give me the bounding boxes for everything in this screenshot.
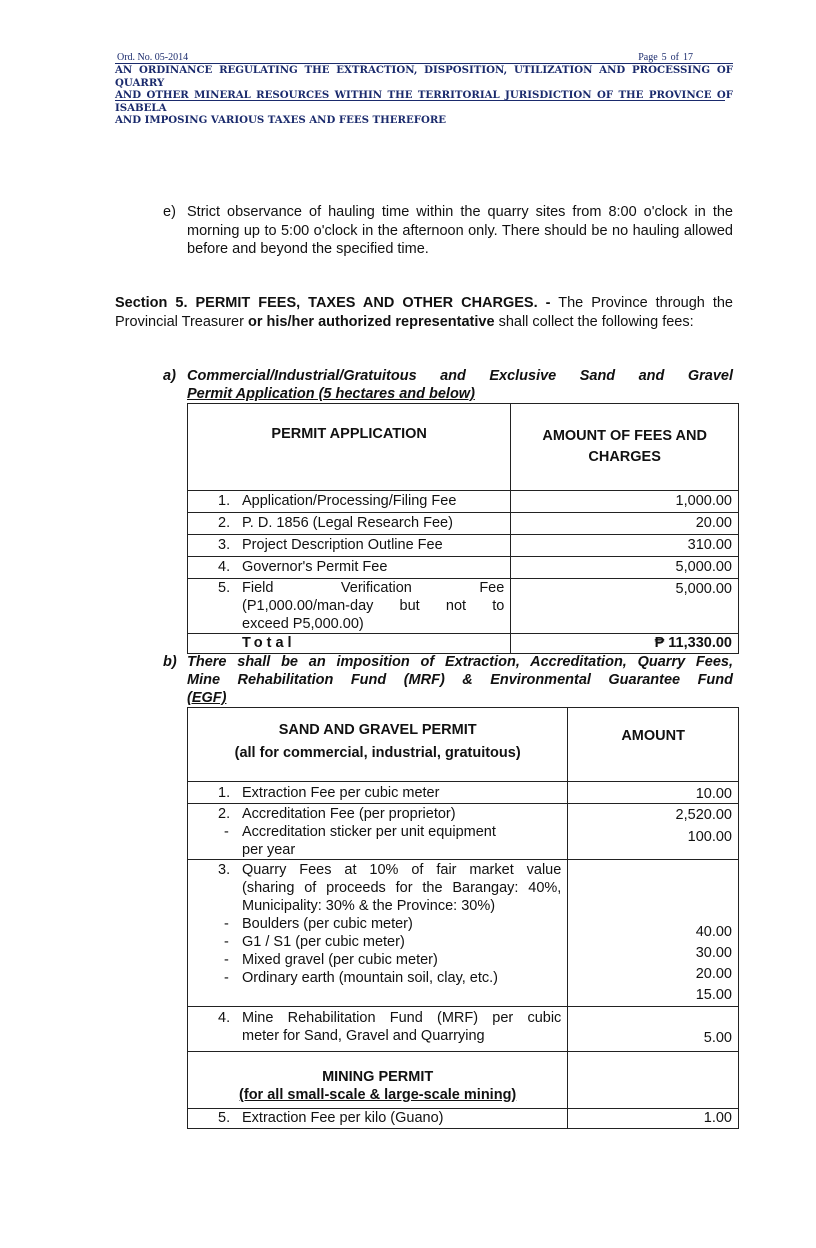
row-amount: 5.00	[568, 1007, 739, 1052]
row-label-cell	[188, 804, 568, 860]
row-amount: 1,000.00	[511, 491, 739, 513]
header-rule-bottom	[115, 100, 725, 101]
sub-item-text: Mixed gravel (per cubic meter)	[242, 952, 438, 968]
sub-item	[194, 823, 561, 859]
sub-item-text: G1 / S1 (per cubic meter)	[242, 934, 405, 950]
section-5-heading: Section 5. PERMIT FEES, TAXES AND OTHER CHARGES. -	[115, 295, 551, 311]
quarry-line-2: (sharing of proceeds for the Barangay: 40%,	[242, 880, 562, 896]
row-label-cell	[188, 513, 511, 535]
sub-item	[194, 933, 561, 951]
row-number: 1.	[218, 493, 231, 509]
row-label-cell	[188, 1109, 568, 1129]
sand-gravel-header-subtitle: (all for commercial, industrial, gratuitous)	[234, 745, 521, 761]
row-amount: 5,000.00	[511, 557, 739, 579]
row-amount: 10.00	[568, 782, 739, 804]
field-verification-line-1	[242, 579, 504, 597]
amount-of-fees-header-text: AMOUNT OF FEES AND CHARGES	[542, 428, 707, 465]
sub-item-text: Accreditation sticker per unit equipment	[242, 824, 496, 840]
mining-permit-header	[188, 1052, 568, 1109]
subsection-b-label: b)	[163, 654, 177, 670]
mining-permit-title: MINING PERMIT	[322, 1069, 434, 1085]
title-line-1: AN ORDINANCE REGULATING THE EXTRACTION, DISPOSITION, UTILIZATION AND PROCESSING OF QUARRY	[115, 64, 733, 89]
row-text: Governor's Permit Fee	[242, 559, 388, 575]
word: Field	[242, 580, 274, 596]
row-amount: 310.00	[511, 535, 739, 557]
total-row	[188, 634, 739, 654]
page-label: Page	[638, 52, 658, 63]
row-label-cell	[188, 1007, 568, 1052]
sub-item-text-2: per year	[242, 842, 296, 858]
section-5-text-1: The Province through the Provincial Treasurer	[115, 295, 733, 330]
subsection-a-label: a)	[163, 368, 176, 384]
item-e-label: e)	[163, 204, 176, 220]
field-verification-line-2: (P1,000.00/man-day but not to	[242, 598, 505, 614]
mining-permit-subtitle: (for all small-scale & large-scale mining)	[239, 1087, 517, 1103]
subsection-b-line-1: There shall be an imposition of Extraction, Accreditation, Quarry Fees,	[187, 654, 733, 670]
word: Fee	[479, 580, 505, 596]
sand-gravel-header-title: SAND AND GRAVEL PERMIT	[278, 722, 477, 738]
sub-item-text: Ordinary earth (mountain soil, clay, etc.)	[242, 970, 498, 986]
sub-item-amount: 15.00	[695, 987, 732, 1003]
table-row	[188, 804, 739, 860]
row-label	[218, 1009, 561, 1045]
row-label-cell	[188, 557, 511, 579]
row-label-cell	[188, 579, 511, 634]
row-amount: 2,520.00	[675, 807, 732, 823]
row-amount: 5,000.00	[511, 579, 739, 634]
row-amount: 1.00	[568, 1109, 739, 1129]
subsection-a-line-1: Commercial/Industrial/Gratuitous and Exclusive Sand and Gravel	[187, 368, 733, 384]
subsection-b-line-3: (EGF)	[187, 690, 227, 706]
row-label	[218, 579, 504, 633]
sub-item	[194, 915, 561, 933]
mining-amount-header-blank	[568, 1052, 739, 1109]
table-row	[188, 1007, 739, 1052]
table-row	[188, 782, 739, 804]
table-row	[188, 513, 739, 535]
title-line-2: AND OTHER MINERAL RESOURCES WITHIN THE TERRITORIAL JURISDICTION OF THE PROVINCE OF ISABELA	[115, 89, 733, 114]
title-line-3: AND IMPOSING VARIOUS TAXES AND FEES THEREFORE	[115, 114, 447, 126]
total-label: Total	[188, 634, 511, 654]
row-text: Extraction Fee per kilo (Guano)	[242, 1110, 444, 1126]
sand-gravel-header	[188, 708, 568, 782]
table-row	[188, 557, 739, 579]
mining-header-row	[188, 1052, 739, 1109]
permit-application-header: PERMIT APPLICATION	[188, 404, 511, 491]
dash: -	[224, 934, 229, 950]
row-text: Extraction Fee per cubic meter	[242, 785, 440, 801]
row-amount: 20.00	[511, 513, 739, 535]
row-label	[218, 861, 561, 915]
page-total: 17	[683, 52, 693, 63]
sand-gravel-permit-table	[187, 707, 739, 1129]
row-text: Accreditation Fee (per proprietor)	[242, 806, 456, 822]
field-verification-line-3: exceed P5,000.00)	[242, 616, 364, 632]
amount-header: AMOUNT	[568, 708, 739, 782]
page-indicator	[634, 52, 693, 63]
row-number: 5.	[218, 580, 231, 596]
subsection-a-heading	[163, 367, 733, 403]
sub-item-amount: 40.00	[695, 924, 732, 940]
section-5-bold-text: or his/her authorized representative	[247, 313, 495, 330]
table-row	[188, 1109, 739, 1129]
item-e-text: Strict observance of hauling time within the quarry sites from 8:00 o'clock in the morning up to 5:00 o'clock in the afternoon only. There should be no hauling allowed before and beyond the specified time.	[187, 204, 733, 257]
total-amount: ₱ 11,330.00	[511, 634, 739, 654]
quarry-line-3: Municipality: 30% & the Province: 30%)	[242, 898, 496, 914]
table-row	[188, 860, 739, 1007]
permit-application-table	[187, 403, 739, 654]
mrf-line-2: meter for Sand, Gravel and Quarrying	[242, 1028, 485, 1044]
row-number: 3.	[218, 862, 231, 878]
row-number: 4.	[218, 1010, 231, 1026]
table-header-row	[188, 404, 739, 491]
section-5-paragraph	[115, 294, 733, 331]
sub-item	[194, 969, 561, 987]
row-text: P. D. 1856 (Legal Research Fee)	[242, 515, 453, 531]
row-number: 4.	[218, 559, 231, 575]
row-number: 2.	[218, 806, 231, 822]
table-row	[188, 491, 739, 513]
table-row	[188, 579, 739, 634]
table-row	[188, 535, 739, 557]
row-label	[218, 513, 504, 534]
dash: -	[224, 952, 229, 968]
row-label-cell	[188, 491, 511, 513]
quarry-line-1: Quarry Fees at 10% of fair market value	[242, 862, 562, 878]
sub-item	[194, 951, 561, 969]
sub-item-amount: 30.00	[695, 945, 732, 961]
subsection-a-line-2: Permit Application (5 hectares and below)	[187, 386, 475, 402]
row-number: 3.	[218, 537, 231, 553]
row-label	[218, 805, 561, 823]
dash: -	[224, 916, 229, 932]
item-e	[163, 203, 733, 259]
dash: -	[224, 970, 229, 986]
row-number: 5.	[218, 1110, 231, 1126]
word: Verification	[340, 580, 412, 596]
page-of: of	[670, 52, 679, 63]
row-amount-cell	[568, 860, 739, 1007]
row-label	[218, 784, 561, 802]
ordinance-number: Ord. No. 05-2014	[117, 52, 189, 63]
amount-of-fees-header	[511, 404, 739, 491]
sub-item-amount: 100.00	[687, 829, 732, 845]
row-number: 2.	[218, 515, 231, 531]
table-header-row	[188, 708, 739, 782]
sub-item-amount: 20.00	[695, 966, 732, 982]
ordinance-title	[115, 64, 733, 127]
row-label	[218, 535, 504, 556]
row-label	[218, 557, 504, 578]
row-label	[218, 1109, 561, 1127]
row-amount-cell	[568, 804, 739, 860]
subsection-b-line-2: Mine Rehabilitation Fund (MRF) & Environmental Guarantee Fund	[187, 672, 733, 688]
row-label-cell	[188, 535, 511, 557]
row-text: Project Description Outline Fee	[242, 537, 443, 553]
page-number: 5	[661, 52, 667, 63]
row-text: Application/Processing/Filing Fee	[242, 493, 457, 509]
section-5-text-2: shall collect the following fees:	[494, 313, 694, 330]
sub-item-text: Boulders (per cubic meter)	[242, 916, 413, 932]
mrf-line-1: Mine Rehabilitation Fund (MRF) per cubic	[242, 1010, 562, 1026]
row-label-cell	[188, 782, 568, 804]
dash: -	[224, 824, 229, 840]
row-label	[218, 491, 504, 512]
subsection-b-heading	[163, 653, 733, 707]
row-number: 1.	[218, 785, 231, 801]
row-label-cell	[188, 860, 568, 1007]
